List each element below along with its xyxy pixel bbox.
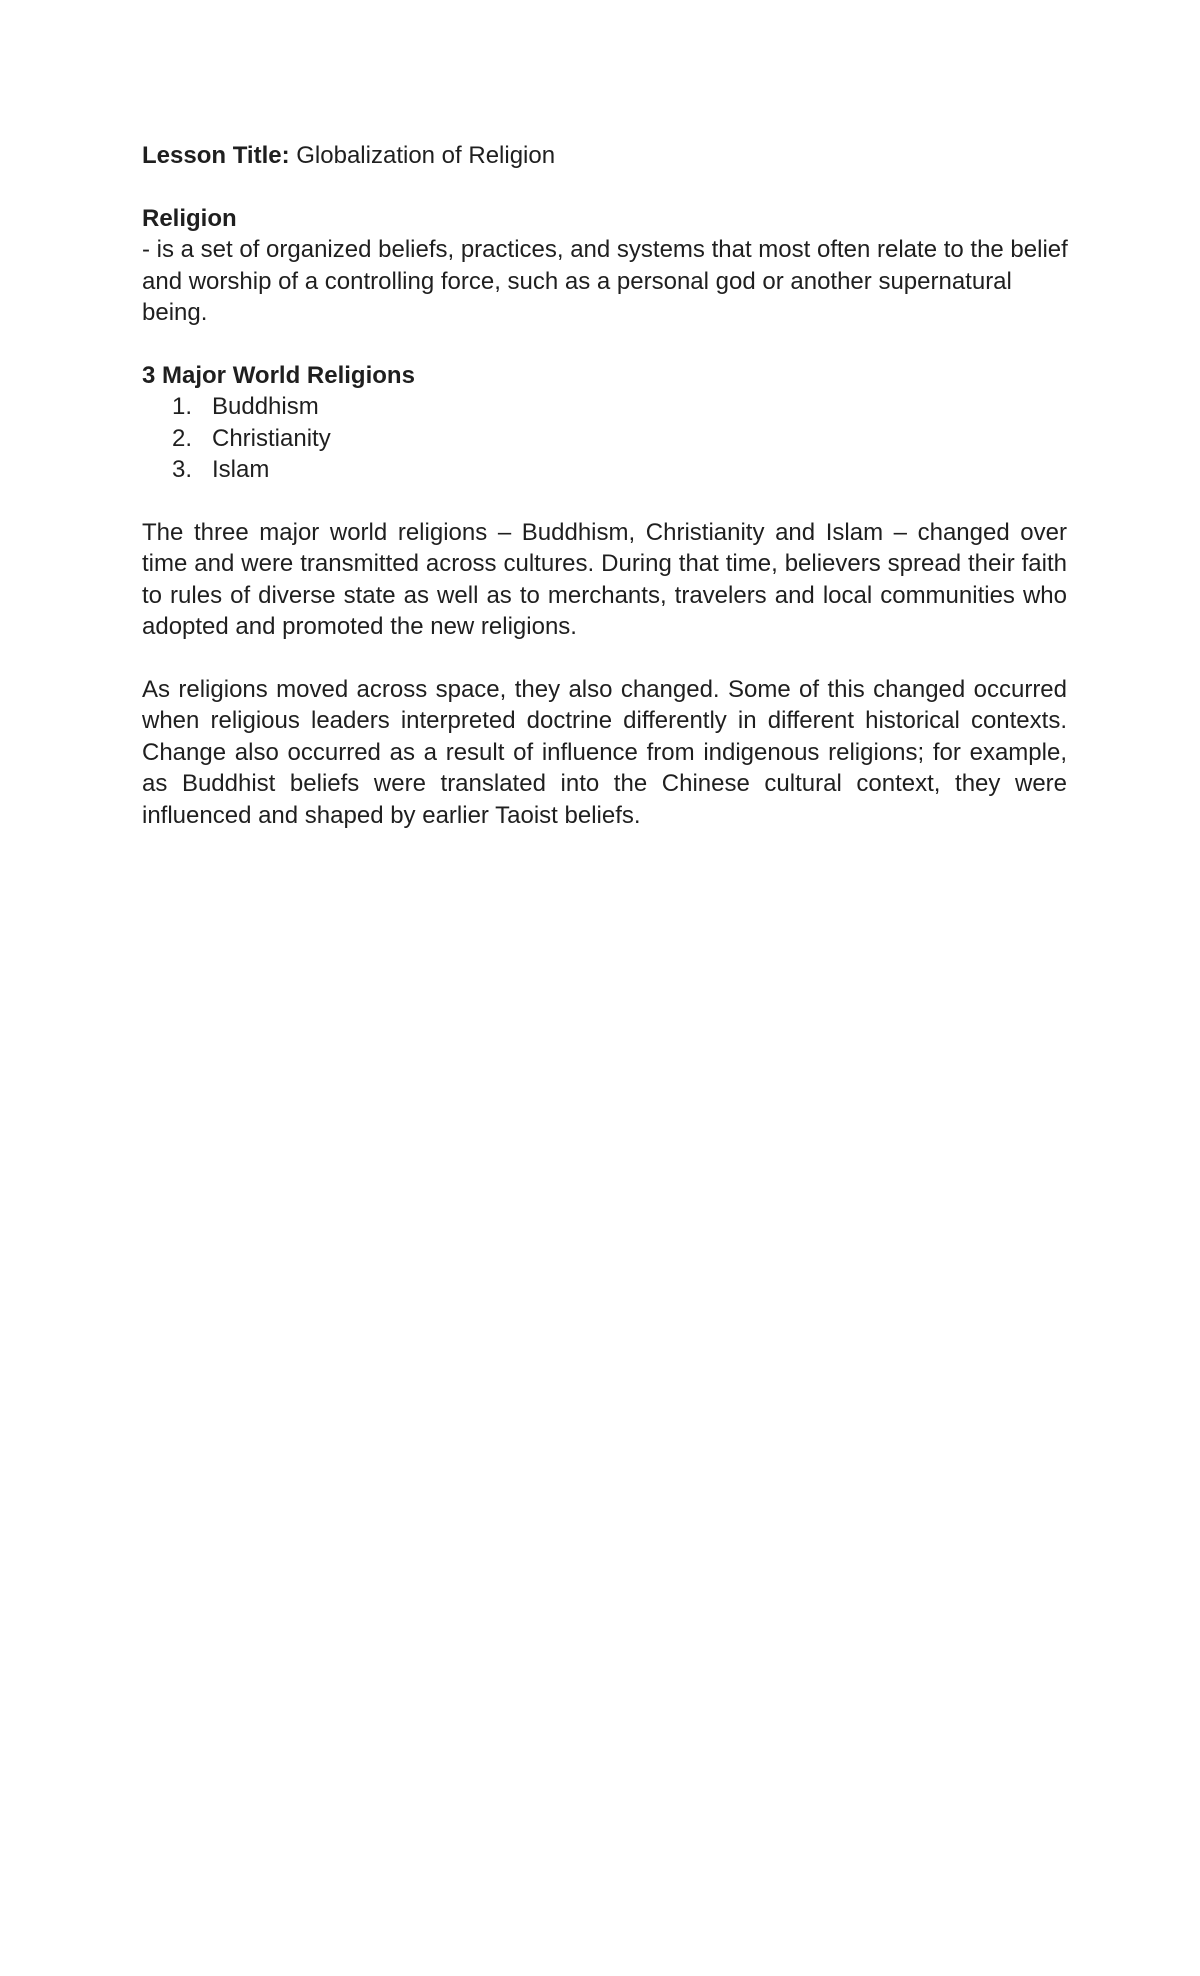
- list-item: [142, 423, 1072, 455]
- list-item-label: Islam: [212, 456, 270, 483]
- list-item-number: 2.: [171, 424, 192, 452]
- paragraph-transmission: The three major world religions – Buddhism, Christianity and Islam – changed over time and were transmitted across cultures. During that time, believers spread their faith to rules of diverse state as well as to merchants, travelers and local communities who adopted and promoted the new religions.: [142, 518, 1067, 640]
- religion-heading: Religion: [142, 204, 237, 232]
- religion-definition: - is a set of organized beliefs, practices, and systems that most often relate to the belief and worship of a controlling force, such as a personal god or another supernatural being.: [142, 236, 1068, 326]
- list-item: [142, 454, 1072, 486]
- lesson-title: [142, 140, 1072, 172]
- list-item: [142, 391, 1072, 423]
- paragraph-change: As religions moved across space, they also changed. Some of this changed occurred when religious leaders interpreted doctrine differently in different historical contexts. Change also occurred as a result of influence from indigenous religions; for example, as Buddhist beliefs were translated into the Chinese cultural context, they were influenced and shaped by earlier Taoist beliefs.: [142, 675, 1067, 829]
- list-item-number: 1.: [171, 393, 192, 420]
- list-item-label: Buddhism: [212, 393, 319, 420]
- major-religions-list: [142, 391, 1072, 486]
- list-item-label: Christianity: [212, 424, 331, 452]
- major-religions-heading: 3 Major World Religions: [142, 361, 415, 389]
- lesson-title-value: Globalization of Religion: [296, 142, 556, 169]
- list-item-number: 3.: [171, 456, 192, 483]
- document-body: [142, 140, 1072, 862]
- lesson-title-label: Lesson Title:: [142, 142, 290, 169]
